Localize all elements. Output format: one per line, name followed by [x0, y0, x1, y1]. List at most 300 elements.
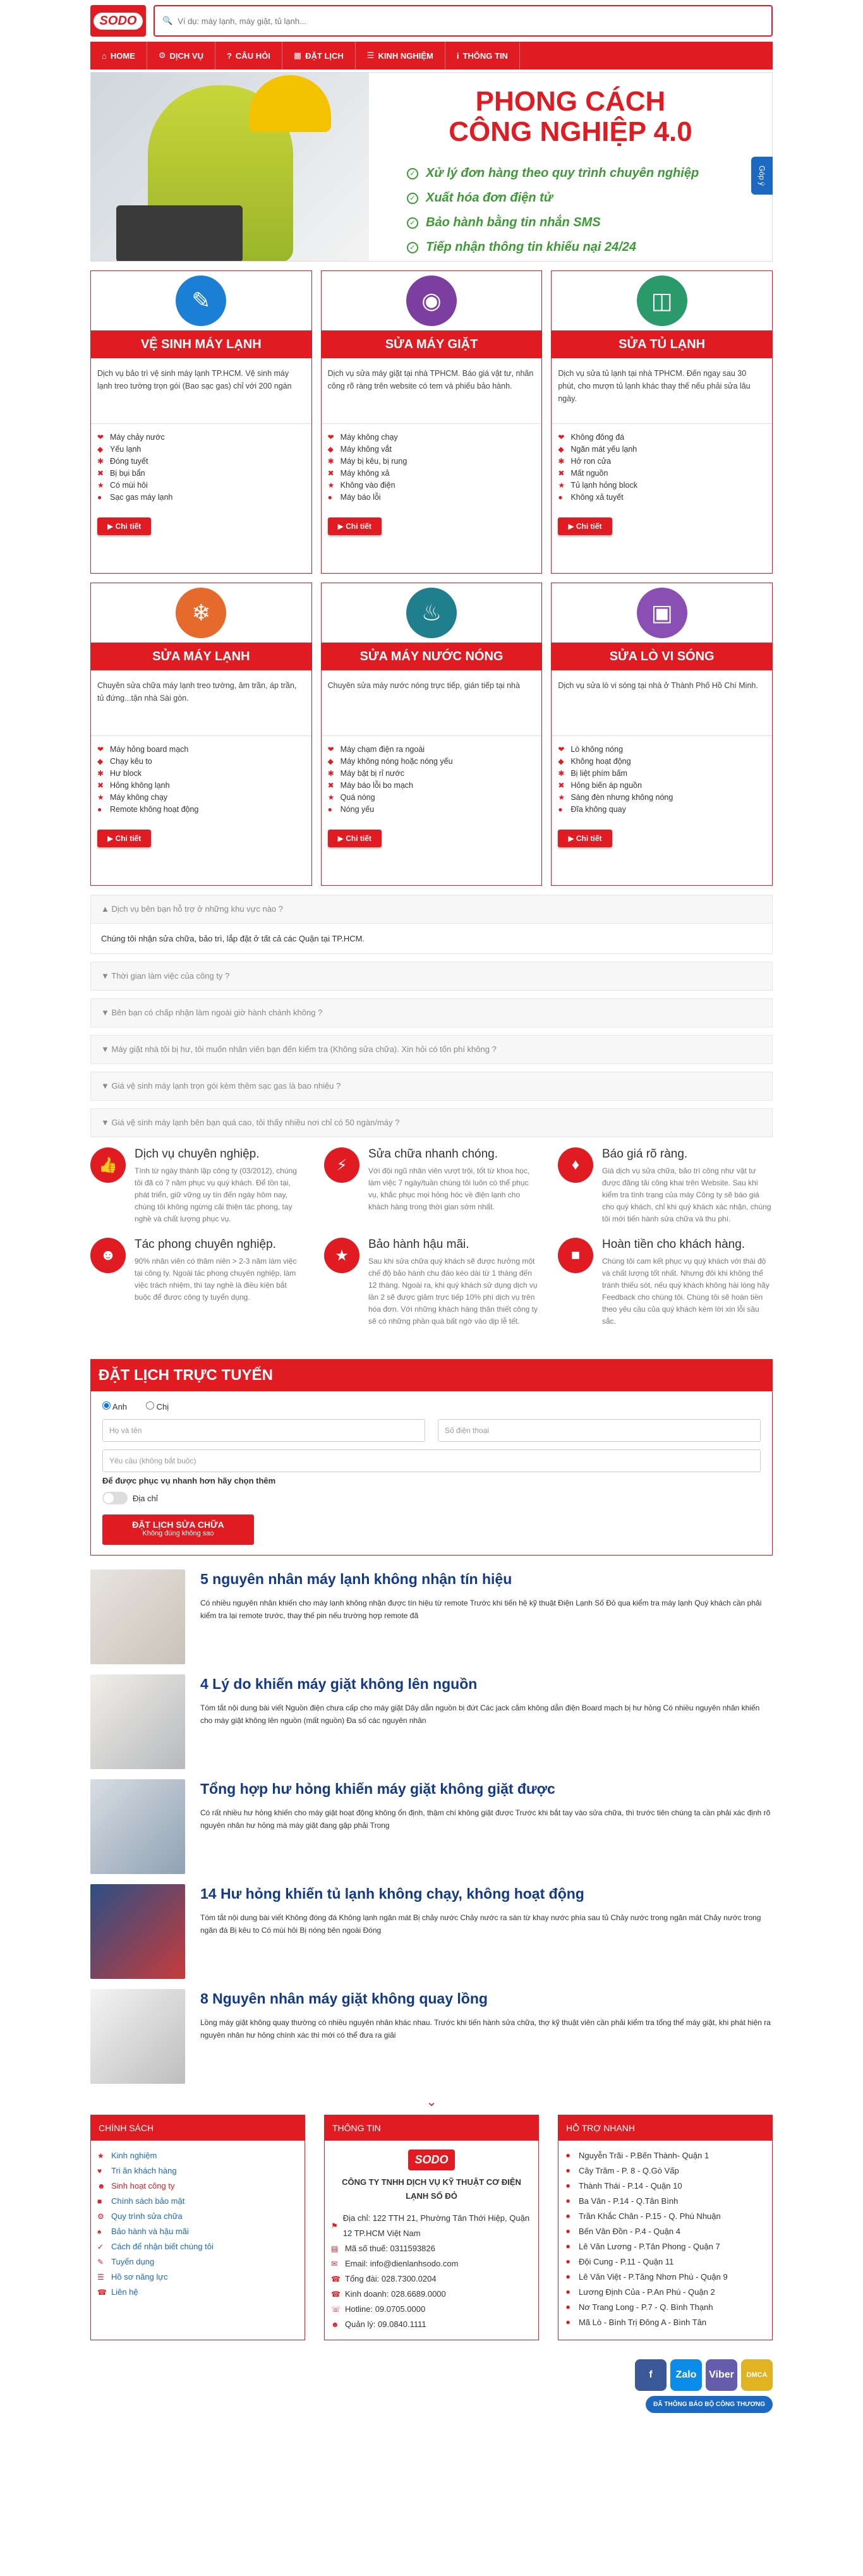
faq-section: [90, 895, 773, 1137]
detail-button[interactable]: ▶ Chi tiết: [328, 830, 382, 847]
bullet-icon: ❤: [97, 745, 104, 754]
issue-item: ★ Tủ lạnh hỏng block: [558, 480, 766, 492]
booking-form: [90, 1359, 773, 1556]
issue-item: ● Remote không hoạt động: [97, 804, 305, 816]
radio-chi-input[interactable]: [146, 1401, 154, 1410]
issue-item: ✱ Máy bị kêu, bị rung: [328, 456, 536, 468]
detail-button[interactable]: ▶ Chi tiết: [97, 830, 151, 847]
contact-item[interactable]: ☏ Hotline: 09.0705.0000: [331, 2302, 532, 2317]
location-icon: ⚫: [565, 2182, 572, 2191]
chevron-down-icon: ▼: [101, 1118, 109, 1127]
washer-icon: ◉: [406, 275, 457, 326]
question-icon: ?: [226, 51, 232, 61]
bullet-icon: ✖: [97, 469, 104, 478]
issue-item: ✱ Đóng tuyết: [97, 456, 305, 468]
bullet-icon: ◆: [558, 445, 564, 454]
issue-item: ✱ Hở ron cửa: [558, 456, 766, 468]
faq-question[interactable]: ▼ Bên bạn có chấp nhận làm ngoài giờ hành chánh không ?: [101, 1008, 323, 1017]
chevron-up-icon: ▲: [101, 904, 109, 914]
bullet-icon: ★: [327, 481, 335, 490]
home-icon: ⌂: [102, 51, 107, 61]
branch-link[interactable]: ⚫ Lê Văn Việt - P.Tăng Nhơn Phú - Quận 9: [565, 2270, 766, 2285]
issue-item: ❤ Máy chạm điện ra ngoài: [328, 744, 536, 756]
radio-anh[interactable]: Anh: [102, 1401, 127, 1412]
bullet-icon: ✖: [327, 469, 334, 478]
search-icon: 🔍: [162, 16, 173, 25]
check-icon: ✓: [407, 193, 418, 204]
feedback-tab[interactable]: Góp ý: [751, 157, 773, 195]
feature-title: Hoàn tiền cho khách hàng.: [602, 1238, 745, 1251]
chevron-down-icon: ▼: [101, 971, 109, 981]
contact-item[interactable]: ☎ Kinh doanh: 028.6689.0000: [331, 2287, 532, 2302]
issue-item: ★ Máy không chạy: [97, 792, 305, 804]
menu-experience[interactable]: ☰ KINH NGHIỆM: [356, 42, 445, 70]
footer-title: HỖ TRỢ NHANH: [558, 2115, 772, 2141]
book-icon: ☰: [366, 51, 375, 60]
footer-info: [324, 2115, 539, 2340]
check-icon: ✓: [407, 217, 418, 229]
feature-title: Bảo hành hậu mãi.: [368, 1238, 469, 1251]
policy-list: [91, 2141, 305, 2307]
helmet-shape: [249, 75, 331, 132]
bullet-icon: ★: [97, 793, 104, 802]
post-title[interactable]: 14 Hư hỏng khiến tủ lạnh không chạy, không hoạt động: [200, 1885, 584, 1902]
issue-item: ✖ Hỏng không lạnh: [97, 780, 305, 792]
service-card: [90, 583, 312, 886]
viber-icon[interactable]: Viber: [706, 2359, 737, 2391]
service-title[interactable]: VỆ SINH MÁY LẠNH: [91, 330, 311, 358]
search-box[interactable]: [154, 5, 773, 37]
booking-body: [91, 1391, 772, 1555]
hero-banner: [90, 72, 773, 262]
card-icon-wrap: [91, 271, 311, 330]
fridge-icon: ◫: [637, 275, 687, 326]
feature-title: Báo giá rõ ràng.: [602, 1147, 688, 1161]
issue-item: ❤ Không đông đá: [558, 432, 766, 444]
ac-icon: ❄: [176, 588, 226, 638]
post-title[interactable]: 4 Lý do khiến máy giặt không lên nguồn: [200, 1676, 478, 1692]
bullet-icon: ◆: [558, 757, 564, 766]
location-icon: ⚫: [565, 2197, 572, 2206]
issue-item: ★ Sáng đèn nhưng không nóng: [558, 792, 766, 804]
gender-radios: [102, 1401, 761, 1412]
faq-item[interactable]: [90, 1108, 773, 1137]
bullet-icon: ★: [558, 481, 565, 490]
contact-icon: ☎: [331, 2290, 341, 2299]
service-card: [551, 270, 773, 574]
bullet-icon: ●: [327, 805, 332, 814]
issue-list: [322, 736, 542, 823]
post-excerpt: Có rất nhiều hư hỏng khiến cho máy giặt hoạt động không ổn định, thậm chí không giặt được Trước khi bắt tay vào sửa chữa, thì trước tiên chúng ta cần phải xác định rõ nguyên nhân hư hỏng mà máy giặt đang gặp phải Trong: [200, 1808, 771, 1830]
footer-policy: [90, 2115, 305, 2340]
bullet-icon: ●: [97, 493, 102, 502]
issue-item: ◆ Không hoạt động: [558, 756, 766, 768]
chevron-down-icon: ▼: [101, 1008, 109, 1017]
card-icon-wrap: [322, 271, 542, 330]
check-icon: ✓: [407, 242, 418, 253]
feature-title: Sửa chữa nhanh chóng.: [368, 1147, 498, 1161]
contact-list: [325, 2203, 538, 2340]
faq-answer: Chúng tôi nhận sửa chữa, bảo trì, lắp đặt ở tất cả các Quận tại TP.HCM.: [91, 923, 772, 953]
issue-item: ◆ Yếu lạnh: [97, 444, 305, 456]
info-icon: i: [456, 51, 459, 61]
submit-booking-button[interactable]: ĐẶT LỊCH SỬA CHỮA Không đúng không sao: [102, 1515, 254, 1545]
card-icon-wrap: [91, 583, 311, 643]
contact-icon: ✉: [331, 2259, 338, 2268]
feature-title: Tác phong chuyên nghiệp.: [135, 1238, 276, 1251]
contact-icon: ☎: [331, 2275, 341, 2283]
issue-item: ❤ Máy chảy nước: [97, 432, 305, 444]
bullet-icon: ●: [97, 805, 102, 814]
footer-title: CHÍNH SÁCH: [91, 2115, 305, 2141]
company-name: CÔNG TY TNHH DỊCH VỤ KỸ THUẬT CƠ ĐIỆN LẠNH SỐ ĐỎ: [342, 2177, 521, 2201]
issue-list: [552, 736, 772, 823]
branch-link[interactable]: ⚫ Đội Cung - P.11 - Quận 11: [565, 2254, 766, 2270]
bullet-icon: ✱: [97, 457, 104, 466]
contact-item[interactable]: ☻ Quản lý: 09.0840.1111: [331, 2317, 532, 2332]
contact-icon: ☻: [331, 2320, 339, 2329]
menu-faq[interactable]: ? CÂU HỎI: [215, 42, 282, 70]
bullet-icon: ♠: [97, 2227, 102, 2236]
issue-item: ✖ Bị bụi bẩn: [97, 468, 305, 480]
bullet-icon: ✖: [97, 781, 104, 790]
toolbox-shape: [116, 205, 243, 262]
heater-icon: ♨: [406, 588, 457, 638]
menu-info[interactable]: i THÔNG TIN: [445, 42, 520, 70]
bullet-icon: ☰: [97, 2273, 104, 2282]
bullet-icon: ✓: [97, 2242, 104, 2251]
bullet-icon: ☻: [97, 2182, 106, 2191]
issue-list: [322, 424, 542, 511]
post-thumbnail[interactable]: [90, 1569, 185, 1664]
service-desc: Dịch vụ sửa máy giặt tại nhà TPHCM. Báo giá vật tư, nhân công rõ ràng trên website có tem và phiếu bảo hành.: [322, 358, 542, 424]
faq-item[interactable]: [90, 998, 773, 1027]
issue-item: ● Không xả tuyết: [558, 492, 766, 504]
detail-button[interactable]: ▶ Chi tiết: [328, 517, 382, 535]
policy-link[interactable]: ✓ Cách để nhận biết chúng tôi: [97, 2239, 298, 2254]
blog-post[interactable]: [90, 1674, 773, 1770]
service-card: [90, 270, 312, 574]
name-phone-row: [102, 1419, 761, 1442]
contact-icon: ⚑: [331, 2222, 338, 2230]
service-desc: Dịch vụ bảo trì vệ sinh máy lạnh TP.HCM. Vệ sinh máy lạnh treo tường trọn gói (Bao sạc gas) chỉ với 200 ngàn: [91, 358, 311, 424]
bullet-icon: ✖: [558, 781, 565, 790]
branch-list: [558, 2141, 772, 2338]
star-icon: ★: [324, 1238, 359, 1273]
branch-link[interactable]: ⚫ Mã Lò - Bình Trị Đông A - Bình Tân: [565, 2315, 766, 2330]
branch-link[interactable]: ⚫ Cây Trâm - P. 8 - Q.Gò Vấp: [565, 2163, 766, 2179]
hero-point: ✓ Xử lý đơn hàng theo quy trình chuyên nghiệp: [407, 166, 759, 181]
lightning-icon: ⚡: [324, 1147, 359, 1183]
bullet-icon: ★: [327, 793, 335, 802]
issue-item: ✱ Hư block: [97, 768, 305, 780]
broom-icon: ✎: [176, 275, 226, 326]
microwave-icon: ▣: [637, 588, 687, 638]
bullet-icon: ❤: [558, 433, 565, 442]
post-thumbnail[interactable]: [90, 1779, 185, 1874]
toggle-switch[interactable]: [102, 1492, 128, 1504]
company-block: [325, 2141, 538, 2203]
branch-link[interactable]: ⚫ Nguyễn Trãi - P.Bến Thành- Quận 1: [565, 2148, 766, 2163]
service-title[interactable]: SỬA MÁY LẠNH: [91, 643, 311, 670]
wrench-icon: ⚙: [158, 51, 166, 60]
issue-item: ✖ Máy báo lỗi bo mạch: [328, 780, 536, 792]
service-title[interactable]: SỬA MÁY GIẶT: [322, 330, 542, 358]
feature-item: [90, 1238, 305, 1327]
chevron-down-icon: ▼: [101, 1044, 109, 1054]
bct-wrap: [90, 2396, 773, 2413]
contact-item[interactable]: ☎ Tổng đài: 028.7300.0204: [331, 2271, 532, 2287]
post-excerpt: Lồng máy giặt không quay thường có nhiều nguyên nhân khác nhau. Trước khi tiến hành sửa chữa, thợ kỹ thuật viên cần phải kiểm tra tổng thể máy giặt, khi phát hiện ra nguyên nhân hư hỏng chính xác thì mới có thể đưa ra giải: [200, 2018, 771, 2040]
branch-link[interactable]: ⚫ Thành Thái - P.14 - Quận 10: [565, 2179, 766, 2194]
bullet-icon: ◆: [327, 757, 334, 766]
blog-post[interactable]: [90, 1884, 773, 1980]
location-icon: ⚫: [565, 2288, 572, 2297]
policy-link[interactable]: ✎ Tuyển dụng: [97, 2254, 298, 2270]
bullet-icon: ◆: [97, 445, 104, 454]
issue-item: ✖ Hỏng biến áp nguồn: [558, 780, 766, 792]
bullet-icon: ❤: [97, 433, 104, 442]
facebook-icon[interactable]: f: [635, 2359, 667, 2391]
detail-button[interactable]: ▶ Chi tiết: [558, 830, 612, 847]
address-toggle[interactable]: Địa chỉ: [102, 1492, 761, 1504]
booking-note: Để được phục vụ nhanh hơn hãy chọn thêm: [102, 1476, 276, 1485]
bullet-icon: ✱: [558, 769, 565, 778]
load-more-chevron-icon[interactable]: ⌄: [426, 2095, 437, 2109]
policy-link[interactable]: ♠ Bảo hành và hậu mãi: [97, 2224, 298, 2239]
blog-post[interactable]: [90, 1779, 773, 1875]
post-thumbnail[interactable]: [90, 1674, 185, 1769]
hero-text: [369, 73, 772, 261]
feature-desc: Với đội ngũ nhân viên vượt trội, tốt từ khoa học, làm việc 7 ngày/tuần chúng tôi luôn có thể phục vụ, khắc phục mọi hỏng hóc về điện lạnh cho khách hàng trong thời gian sớm nhất.: [368, 1166, 530, 1211]
post-title[interactable]: 8 Nguyên nhân máy giặt không quay lồng: [200, 1990, 488, 2007]
bullet-icon: ●: [327, 493, 332, 502]
faq-question[interactable]: ▼ Giá vệ sinh máy lạnh bên bạn quá cao, tôi thấy nhiều nơi chỉ có 50 ngàn/máy ?: [101, 1118, 400, 1127]
feature-item: [558, 1147, 773, 1225]
detail-button[interactable]: ▶ Chi tiết: [558, 517, 612, 535]
issue-item: ✖ Máy không xả: [328, 468, 536, 480]
bullet-icon: ★: [97, 481, 104, 490]
thumbs-up-icon: 👍: [90, 1147, 126, 1183]
page-wrapper: [90, 0, 773, 2413]
service-title[interactable]: SỬA LÒ VI SÓNG: [552, 643, 772, 670]
issue-list: [552, 424, 772, 511]
menu-booking[interactable]: ▦ ĐẶT LỊCH: [282, 42, 356, 70]
check-icon: ✓: [407, 168, 418, 179]
service-card: [551, 583, 773, 886]
menu-home[interactable]: ⌂ HOME: [90, 42, 147, 70]
dmca-icon[interactable]: DMCA: [741, 2359, 773, 2391]
issue-item: ❤ Máy không chạy: [328, 432, 536, 444]
post-thumbnail[interactable]: [90, 1989, 185, 2084]
bullet-icon: ●: [558, 805, 563, 814]
service-desc: Dịch vụ sửa lò vi sóng tại nhà ở Thành Phố Hồ Chí Minh.: [552, 670, 772, 736]
location-icon: ⚫: [565, 2167, 572, 2175]
bullet-icon: ✎: [97, 2258, 104, 2266]
branch-link[interactable]: ⚫ Bến Vân Đồn - P.4 - Quận 4: [565, 2224, 766, 2239]
issue-item: ◆ Chạy kêu to: [97, 756, 305, 768]
location-icon: ⚫: [565, 2273, 572, 2282]
bullet-icon: ●: [558, 493, 563, 502]
contact-item: ▤ Mã số thuế: 0311593826: [331, 2241, 532, 2256]
bullet-icon: ✱: [558, 457, 565, 466]
faq-item[interactable]: [90, 962, 773, 991]
faq-item[interactable]: [90, 895, 773, 954]
bullet-icon: ✱: [327, 457, 334, 466]
footer: [90, 2115, 773, 2340]
bullet-icon: ✱: [97, 769, 104, 778]
issue-item: ● Sạc gas máy lạnh: [97, 492, 305, 504]
branch-link[interactable]: ⚫ Lương Định Của - P.An Phú - Quận 2: [565, 2285, 766, 2300]
issue-list: [91, 736, 311, 823]
branch-link[interactable]: ⚫ Nơ Trang Long - P.7 - Q. Bình Thạnh: [565, 2300, 766, 2315]
location-icon: ⚫: [565, 2212, 572, 2221]
social-icons: [90, 2359, 773, 2391]
bullet-icon: ✖: [327, 781, 334, 790]
bullet-icon: ■: [97, 2197, 102, 2206]
booking-title: ĐẶT LỊCH TRỰC TUYẾN: [91, 1360, 772, 1391]
detail-button[interactable]: ▶ Chi tiết: [97, 517, 151, 535]
contact-item[interactable]: ✉ Email: info@dienlanhsodo.com: [331, 2256, 532, 2271]
issue-item: ✖ Mất nguồn: [558, 468, 766, 480]
post-thumbnail[interactable]: [90, 1884, 185, 1979]
footer-title: THÔNG TIN: [325, 2115, 538, 2141]
location-icon: ⚫: [565, 2318, 572, 2327]
issue-list: [91, 424, 311, 511]
issue-item: ● Đĩa không quay: [558, 804, 766, 816]
location-icon: ⚫: [565, 2258, 572, 2266]
contact-icon: ▤: [331, 2244, 339, 2253]
faq-question[interactable]: ▼ Giá vệ sinh máy lạnh trọn gói kèm thêm sạc gas là bao nhiêu ?: [101, 1081, 341, 1091]
logo[interactable]: SODO: [90, 5, 146, 37]
hero-point: ✓ Bảo hành bằng tin nhắn SMS: [407, 215, 759, 230]
location-icon: ⚫: [565, 2227, 572, 2236]
bullet-icon: ◆: [327, 445, 334, 454]
hero-point: ✓ Xuất hóa đơn điện tử: [407, 191, 759, 205]
faq-question[interactable]: ▼ Thời gian làm việc của công ty ?: [101, 971, 230, 981]
faq-item[interactable]: [90, 1072, 773, 1101]
feature-desc: Tính từ ngày thành lập công ty (03/2012), chúng tôi đã có 7 năm phục vụ quý khách. Để tồn tại, phát triển, giữ vững uy tín đến ngày hôm nay, chúng tôi không ngừng cải thiện tác phong, tay nghề và chất lượng phục vụ.: [135, 1166, 297, 1223]
post-title[interactable]: Tổng hợp hư hỏng khiến máy giặt không giặt được: [200, 1781, 555, 1797]
bullet-icon: ★: [97, 2151, 104, 2160]
issue-item: ❤ Máy hỏng board mạch: [97, 744, 305, 756]
feature-desc: Giá dịch vụ sửa chữa, bảo trì công như vật tư được đăng tải công khai trên Website. Sau khi kiểm tra tình trạng của máy Công ty sẽ báo giá cho quý khách, chỉ khi quý khách xác nhận, chúng tôi mới tiến hành sửa chữa và thu phí.: [602, 1166, 771, 1223]
issue-item: ★ Không vào điện: [328, 480, 536, 492]
issue-item: ◆ Máy không nóng hoặc nóng yếu: [328, 756, 536, 768]
issue-item: ❤ Lò không nóng: [558, 744, 766, 756]
service-grid: [90, 270, 773, 886]
card-icon-wrap: [552, 583, 772, 643]
service-title[interactable]: SỬA TỦ LẠNH: [552, 330, 772, 358]
blog-posts: [90, 1569, 773, 2085]
issue-item: ★ Quá nóng: [328, 792, 536, 804]
policy-link[interactable]: ⚙ Quy trình sửa chữa: [97, 2209, 298, 2224]
policy-link[interactable]: ♥ Tri ân khách hàng: [97, 2163, 298, 2179]
bct-badge[interactable]: ĐÃ THÔNG BÁO BỘ CÔNG THƯƠNG: [646, 2396, 773, 2413]
contact-icon: ☏: [331, 2305, 341, 2314]
hero-point: ✓ Tiếp nhận thông tin khiếu nại 24/24: [407, 240, 759, 255]
name-field[interactable]: Họ và tên: [102, 1419, 425, 1442]
issue-item: ✱ Máy bật bị rỉ nước: [328, 768, 536, 780]
location-icon: ⚫: [565, 2151, 572, 2160]
feature-desc: 90% nhân viên có thâm niên > 2-3 năm làm việc tại công ty. Ngoài tác phong chuyên nghiệp, làm việc trách nhiệm, thì tay nghề là điều kiện bắt buộc để được công ty tuyển dụng.: [135, 1257, 297, 1302]
issue-item: ● Máy báo lỗi: [328, 492, 536, 504]
service-desc: Dịch vụ sửa tủ lạnh tại nhà TPHCM. Đến ngay sau 30 phút, cho mượn tủ lạnh khác thay thế nếu phải sửa lâu ngày.: [552, 358, 772, 424]
location-icon: ⚫: [565, 2303, 572, 2312]
issue-item: ◆ Máy không vắt: [328, 444, 536, 456]
feature-item: [324, 1147, 539, 1225]
hero-image: [91, 73, 369, 261]
bullet-icon: ♥: [97, 2167, 102, 2175]
radio-anh-input[interactable]: [102, 1401, 111, 1410]
policy-link[interactable]: ☎ Liên hệ: [97, 2285, 298, 2300]
header: [90, 0, 773, 39]
search-input[interactable]: [178, 16, 764, 26]
policy-link[interactable]: ■ Chính sách bảo mật: [97, 2194, 298, 2209]
hero-title: PHONG CÁCH CÔNG NGHIỆP 4.0: [449, 86, 692, 147]
zalo-icon[interactable]: Zalo: [670, 2359, 702, 2391]
feature-item: [324, 1238, 539, 1327]
feature-desc: Chúng tôi cam kết phục vụ quý khách với thái độ và chất lượng tốt nhất. Nhưng đôi khi không thể tránh thiếu sót, nếu quý khách không hài lòng hãy Feedback cho chúng tôi. Chúng tôi sẽ hoàn tiền theo yêu cầu của quý khách kèm lời xin lỗi sâu sắc.: [602, 1257, 769, 1326]
post-excerpt: Tóm tắt nội dung bài viết Nguồn điện chưa cấp cho máy giặt Dây dẫn nguồn bị đứt Các jack cắm không dẫn điện Board mạch bị hư hỏng Có nhiều nguyên nhân khiến cho máy giặt không lên nguồn (mất nguồn) Đa số các nguyên nhân: [200, 1703, 760, 1725]
bullet-icon: ❤: [327, 745, 334, 754]
location-icon: ⚫: [565, 2242, 572, 2251]
card-icon-wrap: [552, 271, 772, 330]
main-menu: [90, 42, 773, 70]
faq-question[interactable]: ▼ Máy giặt nhà tôi bị hư, tôi muốn nhân viên bạn đến kiểm tra (Không sửa chữa). Xin hỏi có tốn phí không ?: [101, 1044, 497, 1054]
menu-services[interactable]: ⚙ DỊCH VỤ: [147, 42, 215, 70]
bullet-icon: ⚙: [97, 2212, 104, 2221]
footer-support: [558, 2115, 773, 2340]
feature-title: Dịch vụ chuyên nghiệp.: [135, 1147, 260, 1161]
blog-post[interactable]: [90, 1989, 773, 2085]
issue-item: ✱ Bị liệt phím bấm: [558, 768, 766, 780]
chevron-down-icon: ▼: [101, 1081, 109, 1091]
radio-chi[interactable]: Chị: [146, 1401, 169, 1412]
faq-question[interactable]: ▲ Dịch vụ bên bạn hỗ trợ ở những khu vực nào ?: [101, 904, 284, 914]
policy-link[interactable]: ★ Kinh nghiệm: [97, 2148, 298, 2163]
policy-link[interactable]: ☰ Hồ sơ năng lực: [97, 2270, 298, 2285]
post-excerpt: Có nhiều nguyên nhân khiến cho máy lạnh không nhận được tín hiệu từ remote Trước khi tiến hệ kỹ thuật Điện Lạnh Số Đỏ qua kiểm tra máy lạnh Quý khách cần phải kiểm tra lại remote trước, thay thế pin nếu trường hợp remote đã: [200, 1599, 762, 1620]
request-field[interactable]: Yêu cầu (không bắt buộc): [102, 1449, 761, 1472]
branch-link[interactable]: ⚫ Ba Vân - P.14 - Q.Tân Bình: [565, 2194, 766, 2209]
calendar-icon: ▦: [293, 51, 302, 60]
faq-item[interactable]: [90, 1035, 773, 1064]
features: [90, 1147, 773, 1327]
post-excerpt: Tóm tắt nội dung bài viết Không đóng đá Không lạnh ngăn mát Bị chảy nước Chảy nước ra sàn từ khay nước phía sau tủ Chảy nước trong ngăn mát Chảy nước trong ngăn đá Bị kêu to Có mùi hôi Bị nóng bên ngoài Đóng: [200, 1913, 761, 1935]
post-title[interactable]: 5 nguyên nhân máy lạnh không nhận tín hiệu: [200, 1571, 512, 1587]
phone-field[interactable]: Số điện thoại: [438, 1419, 761, 1442]
branch-link[interactable]: ⚫ Lê Văn Lương - P.Tân Phong - Quận 7: [565, 2239, 766, 2254]
policy-link[interactable]: ☻ Sinh hoạt công ty: [97, 2179, 298, 2194]
user-icon: ☻: [90, 1238, 126, 1273]
issue-item: ◆ Ngăn mát yếu lạnh: [558, 444, 766, 456]
footer-logo[interactable]: SODO: [408, 2150, 454, 2170]
feature-item: [90, 1147, 305, 1225]
tag-icon: ♦: [558, 1147, 593, 1183]
bullet-icon: ◆: [97, 757, 104, 766]
issue-item: ● Nóng yếu: [328, 804, 536, 816]
service-title[interactable]: SỬA MÁY NƯỚC NÓNG: [322, 643, 542, 670]
save-icon: ■: [558, 1238, 593, 1273]
service-desc: Chuyên sửa chữa máy lạnh treo tường, âm trần, áp trần, tủ đứng...tận nhà Sài gòn.: [91, 670, 311, 736]
service-card: [321, 270, 543, 574]
contact-item: ⚑ Địa chỉ: 122 TTH 21, Phường Tân Thới Hiệp, Quận 12 TP.HCM Việt Nam: [331, 2213, 530, 2238]
branch-link[interactable]: ⚫ Trần Khắc Chân - P.15 - Q. Phú Nhuận: [565, 2209, 766, 2224]
hero-points: [407, 166, 759, 255]
blog-post[interactable]: [90, 1569, 773, 1666]
card-icon-wrap: [322, 583, 542, 643]
